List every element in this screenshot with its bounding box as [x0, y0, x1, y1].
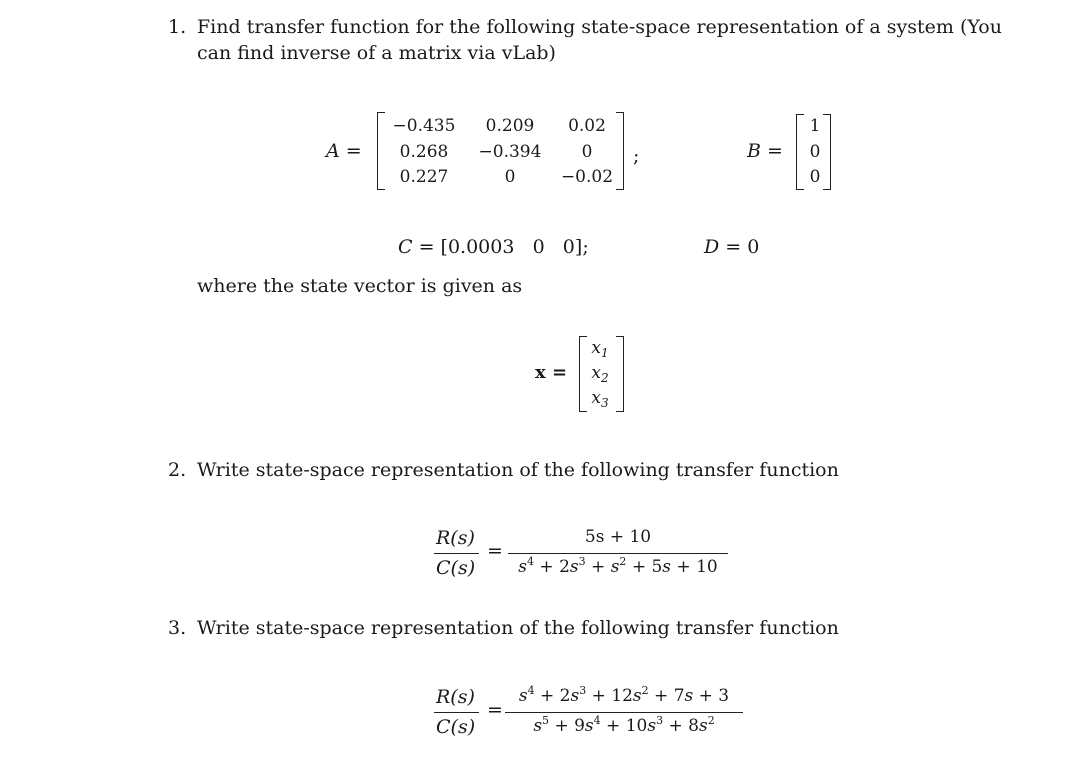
q3-equals: =: [487, 699, 503, 721]
matrix-a-cell: 0: [581, 142, 593, 162]
matrix-a-cell: 0.227: [399, 167, 449, 187]
q1-text-line2: can find inverse of a matrix via vLab): [197, 42, 556, 64]
state-vector-cell: $x_2$: [591, 363, 609, 385]
q3-fraction-bar: [505, 712, 743, 713]
matrix-c-semicolon: ;: [582, 236, 589, 258]
matrix-a-cell: −0.394: [478, 142, 542, 162]
matrix-a-cell: 0.268: [399, 142, 449, 162]
q3-lhs-fraction-bar: [434, 712, 479, 713]
q2-lhs-fraction-bar: [434, 553, 479, 554]
q2-denominator: $s^4 + 2s^3 + s^2 + 5s + 10$: [518, 555, 718, 577]
matrix-a-cell: −0.02: [560, 167, 614, 187]
q3-lhs-numerator: R(s): [436, 686, 475, 708]
matrix-b-cell: 0: [809, 142, 821, 162]
q3-lhs-denominator: C(s): [436, 716, 476, 738]
state-vector-text: where the state vector is given as: [197, 275, 523, 297]
q2-equals: =: [487, 540, 503, 562]
matrix-a-semicolon: ;: [633, 145, 640, 167]
matrix-c-value: 0: [532, 236, 545, 258]
q3-text: Write state-space representation of the following transfer function: [197, 617, 839, 639]
q2-text: Write state-space representation of the following transfer function: [197, 459, 839, 481]
q1-text-line1: Find transfer function for the following state-space representation of a system (You: [197, 16, 1002, 38]
matrix-c-value: 0.0003: [447, 236, 515, 258]
q2-numerator: [508, 527, 728, 547]
matrix-a-cell: 0.02: [568, 116, 606, 136]
matrix-a-cell: 0: [504, 167, 516, 187]
q3-denominator: $s^5 + 9s^4 + 10s^3 + 8s^2$: [533, 714, 715, 736]
q2-number: 2.: [168, 459, 187, 481]
matrix-b-cell: 1: [809, 116, 821, 136]
matrix-b-label: B =: [747, 140, 783, 162]
matrix-a-label: A =: [326, 140, 362, 162]
q2-fraction-bar: [508, 553, 728, 554]
q3-number: 3.: [168, 617, 187, 639]
q1-number: 1.: [168, 16, 187, 38]
q2-lhs-numerator: R(s): [436, 527, 475, 549]
state-vector-cell: $x_3$: [591, 388, 609, 410]
state-vector-cell: $x_1$: [591, 338, 609, 360]
matrix-c-value: 0: [562, 236, 575, 258]
q2-lhs-denominator: C(s): [436, 557, 476, 579]
q2-numerator-text: 5s + 10: [584, 527, 652, 547]
matrix-d: D = 0: [704, 236, 760, 258]
matrix-a-cell: 0.209: [485, 116, 535, 136]
state-vector-label: x =: [535, 362, 568, 383]
matrix-c: C = [0.0003 0 0];: [398, 236, 589, 258]
matrix-a-cell: −0.435: [392, 116, 456, 136]
q3-numerator: $s^4 + 2s^3 + 12s^2 + 7s + 3$: [518, 684, 730, 706]
matrix-b-cell: 0: [809, 167, 821, 187]
